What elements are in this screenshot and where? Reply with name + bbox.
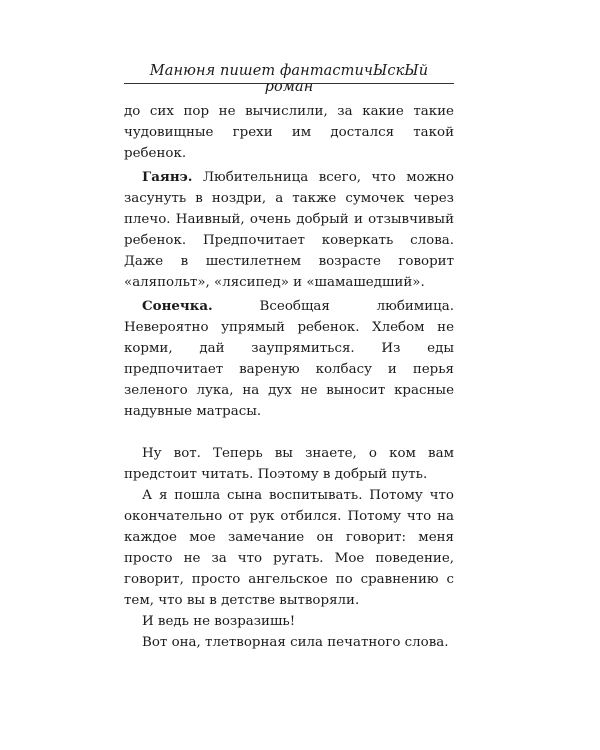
header-rule: [124, 83, 454, 84]
paragraph-intro: [124, 443, 454, 485]
paragraph-text: И ведь не возразишь!: [142, 614, 296, 629]
paragraph-text: Вот она, тлетворная сила печатного слова.: [142, 635, 449, 650]
body-text: [124, 101, 454, 653]
character-name: Гаянэ.: [142, 169, 193, 185]
paragraph-closing: [124, 632, 454, 653]
paragraph-gayane: [124, 167, 454, 293]
paragraph-son: [124, 485, 454, 611]
paragraph-text: Ну вот. Теперь вы знаете, о ком вам предстоит читать. Поэтому в добрый путь.: [124, 446, 454, 482]
paragraph-text: до сих пор не вычислили, за какие такие чудовищные грехи им достался такой ребенок.: [124, 104, 454, 161]
paragraph-text: Всеобщая любимица. Невероятно упрямый ребенок. Хлебом не корми, дай заупрямиться. Из еды предпочитает вареную колбасу и перья зеленого лука, на дух не выносит красные надувные матрасы.: [124, 299, 454, 419]
paragraph-objection: [124, 611, 454, 632]
paragraph-text: А я пошла сына воспитывать. Потому что окончательно от рук отбился. Потому что на каждое мое замечание он говорит: меня просто не за что ругать. Мое поведение, говорит, просто ангельское по сравнению с тем, что вы в детстве вытворяли.: [124, 488, 454, 608]
paragraph-text: Любительница всего, что можно засунуть в ноздри, а также сумочек через плечо. Наивный, очень добрый и отзывчивый ребенок. Предпочитает коверкать слова. Даже в шестилетнем возрасте говорит «аляпольт», «лясипед» и «шамашедший».: [124, 170, 454, 290]
paragraph-sonechka: [124, 296, 454, 422]
running-head: Манюня пишет фантастичЫскЫй роман: [149, 63, 429, 95]
paragraph-continuation: [124, 101, 454, 164]
character-name: Сонечка.: [142, 298, 213, 314]
